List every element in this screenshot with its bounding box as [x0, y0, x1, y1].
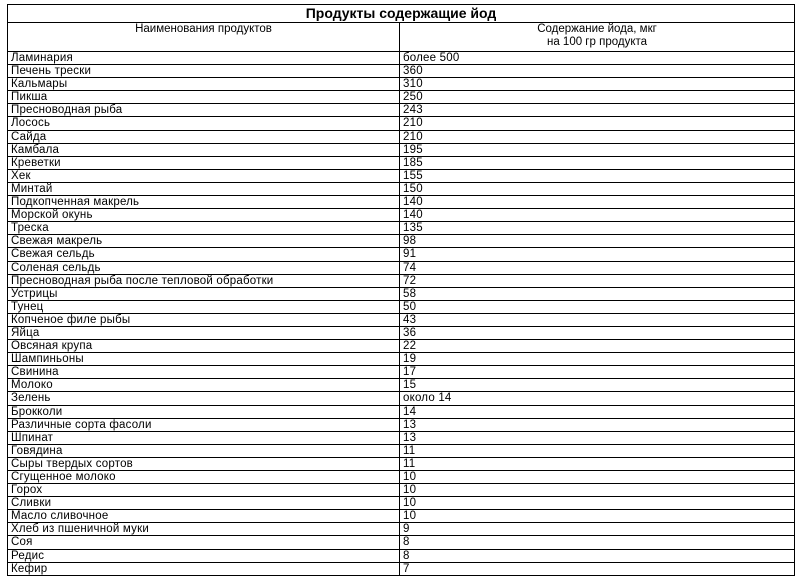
table-title: Продукты содержащие йод [8, 5, 795, 23]
table-row [8, 143, 795, 156]
iodine-value-cell: 13 [400, 431, 795, 444]
iodine-value-cell: 98 [400, 235, 795, 248]
iodine-value-cell: 150 [400, 182, 795, 195]
product-name-cell: Брокколи [8, 405, 400, 418]
table-row [8, 117, 795, 130]
table-row [8, 418, 795, 431]
table-row [8, 78, 795, 91]
iodine-value-cell: 8 [400, 536, 795, 549]
table-row [8, 248, 795, 261]
iodine-value-cell: 7 [400, 562, 795, 575]
iodine-value-cell: 310 [400, 78, 795, 91]
iodine-value-cell: 11 [400, 444, 795, 457]
table-row [8, 169, 795, 182]
product-name-cell: Пресноводная рыба после тепловой обработки [8, 274, 400, 287]
iodine-value-cell: 50 [400, 300, 795, 313]
iodine-value-cell: 8 [400, 549, 795, 562]
product-name-cell: Ламинария [8, 52, 400, 65]
iodine-value-cell: 250 [400, 91, 795, 104]
table-row [8, 274, 795, 287]
iodine-value-cell: 43 [400, 313, 795, 326]
product-name-cell: Соленая сельдь [8, 261, 400, 274]
iodine-value-cell: 140 [400, 209, 795, 222]
product-name-cell: Подкопченная макрель [8, 196, 400, 209]
product-name-cell: Свинина [8, 366, 400, 379]
product-name-cell: Треска [8, 222, 400, 235]
table-row [8, 549, 795, 562]
iodine-value-cell: 74 [400, 261, 795, 274]
table-row [8, 222, 795, 235]
product-name-cell: Тунец [8, 300, 400, 313]
iodine-value-cell: 10 [400, 497, 795, 510]
product-name-cell: Сливки [8, 497, 400, 510]
product-name-cell: Печень трески [8, 65, 400, 78]
iodine-value-cell: 91 [400, 248, 795, 261]
table-row [8, 510, 795, 523]
table-row [8, 104, 795, 117]
table-row [8, 353, 795, 366]
product-name-cell: Горох [8, 484, 400, 497]
table-row [8, 562, 795, 575]
table-row [8, 340, 795, 353]
table-row [8, 405, 795, 418]
product-name-cell: Устрицы [8, 287, 400, 300]
table-row [8, 196, 795, 209]
product-name-cell: Пресноводная рыба [8, 104, 400, 117]
product-name-cell: Зелень [8, 392, 400, 405]
product-name-cell: Лосось [8, 117, 400, 130]
product-name-cell: Молоко [8, 379, 400, 392]
header-row [8, 23, 795, 52]
iodine-column-header [400, 23, 795, 52]
product-name-cell: Копченое филе рыбы [8, 313, 400, 326]
product-name-cell: Редис [8, 549, 400, 562]
iodine-value-cell: 19 [400, 353, 795, 366]
product-name-cell: Свежая макрель [8, 235, 400, 248]
iodine-value-cell: 10 [400, 471, 795, 484]
product-name-cell: Хек [8, 169, 400, 182]
table-row [8, 65, 795, 78]
product-name-cell: Шпинат [8, 431, 400, 444]
product-name-cell: Кальмары [8, 78, 400, 91]
product-name-cell: Морской окунь [8, 209, 400, 222]
iodine-value-cell: 10 [400, 484, 795, 497]
table-row [8, 313, 795, 326]
iodine-value-cell: 210 [400, 130, 795, 143]
iodine-value-cell: 155 [400, 169, 795, 182]
table-row [8, 444, 795, 457]
product-name-cell: Сайда [8, 130, 400, 143]
iodine-value-cell: 243 [400, 104, 795, 117]
product-name-cell: Пикша [8, 91, 400, 104]
iodine-value-cell: 14 [400, 405, 795, 418]
iodine-value-cell: 22 [400, 340, 795, 353]
table-row [8, 431, 795, 444]
iodine-header-line-2: на 100 гр продукта [546, 36, 648, 48]
table-row [8, 261, 795, 274]
table-row [8, 52, 795, 65]
iodine-value-cell: 9 [400, 523, 795, 536]
iodine-value-cell: 360 [400, 65, 795, 78]
product-name-cell: Креветки [8, 156, 400, 169]
table-row [8, 523, 795, 536]
iodine-value-cell: 11 [400, 457, 795, 470]
iodine-value-cell: около 14 [400, 392, 795, 405]
iodine-table-container [7, 4, 794, 576]
table-row [8, 235, 795, 248]
table-row [8, 156, 795, 169]
table-row [8, 300, 795, 313]
iodine-value-cell: 135 [400, 222, 795, 235]
iodine-value-cell: 185 [400, 156, 795, 169]
table-row [8, 457, 795, 470]
product-name-cell: Камбала [8, 143, 400, 156]
product-name-cell: Свежая сельдь [8, 248, 400, 261]
product-name-cell: Говядина [8, 444, 400, 457]
iodine-value-cell: 13 [400, 418, 795, 431]
product-name-cell: Различные сорта фасоли [8, 418, 400, 431]
table-row [8, 182, 795, 195]
iodine-value-cell: 58 [400, 287, 795, 300]
table-row [8, 471, 795, 484]
product-name-cell: Сгущенное молоко [8, 471, 400, 484]
product-column-header: Наименования продуктов [8, 23, 400, 52]
iodine-value-cell: 72 [400, 274, 795, 287]
table-row [8, 91, 795, 104]
table-row [8, 379, 795, 392]
iodine-value-cell: 10 [400, 510, 795, 523]
table-row [8, 130, 795, 143]
table-body [8, 52, 795, 576]
table-row [8, 209, 795, 222]
iodine-header-line-1: Содержание йода, мкг [537, 23, 657, 35]
product-name-cell: Кефир [8, 562, 400, 575]
table-row [8, 392, 795, 405]
table-row [8, 366, 795, 379]
iodine-value-cell: 210 [400, 117, 795, 130]
product-name-cell: Соя [8, 536, 400, 549]
title-row [8, 5, 795, 23]
product-name-cell: Масло сливочное [8, 510, 400, 523]
product-name-cell: Яйца [8, 326, 400, 339]
product-name-cell: Минтай [8, 182, 400, 195]
product-name-cell: Овсяная крупа [8, 340, 400, 353]
product-name-cell: Сыры твердых сортов [8, 457, 400, 470]
table-row [8, 536, 795, 549]
product-name-cell: Хлеб из пшеничной муки [8, 523, 400, 536]
iodine-table [7, 4, 795, 576]
table-row [8, 497, 795, 510]
iodine-value-cell: более 500 [400, 52, 795, 65]
table-row [8, 287, 795, 300]
iodine-value-cell: 17 [400, 366, 795, 379]
product-name-cell: Шампиньоны [8, 353, 400, 366]
table-row [8, 484, 795, 497]
table-row [8, 326, 795, 339]
iodine-value-cell: 36 [400, 326, 795, 339]
iodine-value-cell: 15 [400, 379, 795, 392]
iodine-value-cell: 140 [400, 196, 795, 209]
iodine-value-cell: 195 [400, 143, 795, 156]
